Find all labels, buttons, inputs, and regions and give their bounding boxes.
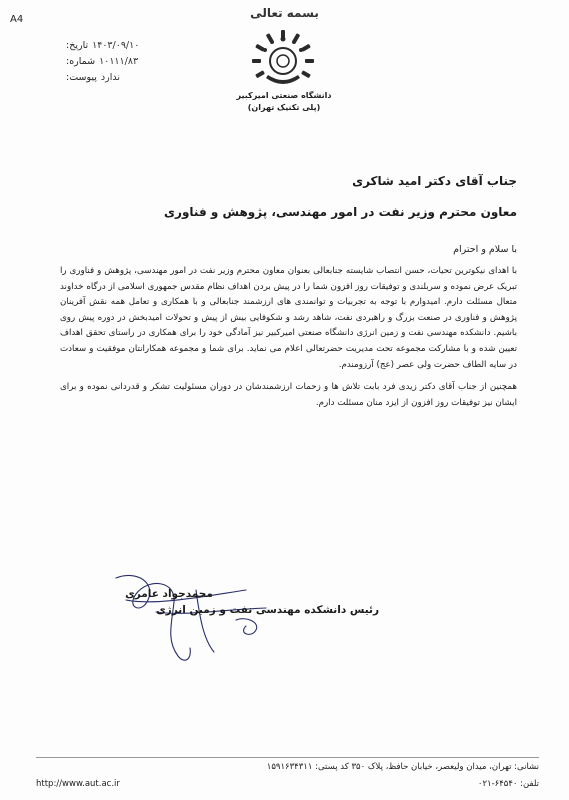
footer-divider bbox=[36, 757, 539, 758]
salutation: با سلام و احترام bbox=[453, 244, 517, 255]
footer-website[interactable]: http://www.aut.ac.ir bbox=[36, 779, 120, 789]
university-name: دانشگاه صنعتی امیرکبیر bbox=[236, 91, 332, 100]
footer-phone: تلفن: ۶۴۵۴۰-۰۲۱ bbox=[477, 779, 539, 789]
date-row bbox=[66, 38, 162, 54]
body-paragraph-2: همچنین از جناب آقای دکتر زیدی فرد بابت تلاش ها و زحمات ارزشمندشان در دوران مسئولیت تشکر و قدردانی نموده و برای ایشان نیز توفیقات روز افزون از ایزد منان مسئلت دارم. bbox=[60, 382, 517, 408]
date-value: ۱۴۰۳/۰۹/۱۰ bbox=[92, 40, 140, 51]
letter-meta bbox=[66, 38, 162, 86]
number-row bbox=[66, 54, 162, 70]
footer-address: نشانی: تهران، میدان ولیعصر، خیابان حافظ، پلاک ۳۵۰ کد پستی: ۱۵۹۱۶۳۴۳۱۱ bbox=[266, 762, 539, 772]
letter-body bbox=[60, 264, 517, 418]
university-name-block bbox=[224, 90, 344, 114]
signatory-title: رئیس دانشکده مهندسی نفت و زمین انرژی bbox=[156, 604, 379, 616]
addressee-position: معاون محترم وزیر نفت در امور مهندسی، پژوهش و فناوری bbox=[164, 205, 517, 219]
paper-size-label: A4 bbox=[10, 14, 24, 25]
number-label: شماره: bbox=[66, 56, 96, 67]
bismillah-heading: بسمه تعالی bbox=[250, 6, 319, 20]
university-logo-icon bbox=[252, 28, 314, 90]
attachment-value: ندارد bbox=[100, 72, 121, 83]
body-paragraph-1: با اهدای نیکوترین تحیات، حسن انتصاب شایسته جنابعالی بعنوان معاون محترم وزیر نفت در امور مهندسی، پژوهش و فناوری را تبریک عرض نموده و سربلندی و توفیقات روز افزون شما را در پیش بردن اهداف نظام مقدس جمهوری اسلامی از درگاه خداوند متعال مسئلت دارم. امیدوارم با توجه به تجربیات و توانمندی های ارزشمند جنابعالی و با همکاری و تعامل همه نقش آفرینان پژوهش و فناوری در صنعت بزرگ و راهبردی نفت، شاهد رشد و شکوفایی بیش از پیش و تحولات امیدبخش در دوره پیش روی باشیم. دانشکده مهندسی نفت و زمین انرژی دانشگاه صنعتی امیرکبیر نیز آمادگی خود را برای همکاری در راستای تحقق اهداف تعیین شده و با مشارکت مجموعه تحت مدیریت حضرتعالی اعلام می نماید. برای شما و مجموعه همکارانتان موفقیت و سعادت در سایه الطاف حضرت ولی عصر (عج) آرزومندم. bbox=[60, 266, 517, 370]
attachment-label: پیوست: bbox=[66, 72, 97, 83]
addressee: جناب آقای دکتر امید شاکری bbox=[352, 174, 517, 188]
date-label: تاریخ: bbox=[66, 40, 89, 51]
signatory-name: محمدجواد عامری bbox=[125, 588, 213, 600]
university-subtitle: (پلی تکنیک تهران) bbox=[247, 103, 321, 112]
attachment-row bbox=[66, 70, 162, 86]
number-value: ۱۰۱۱۱/۸۳ bbox=[99, 56, 139, 67]
